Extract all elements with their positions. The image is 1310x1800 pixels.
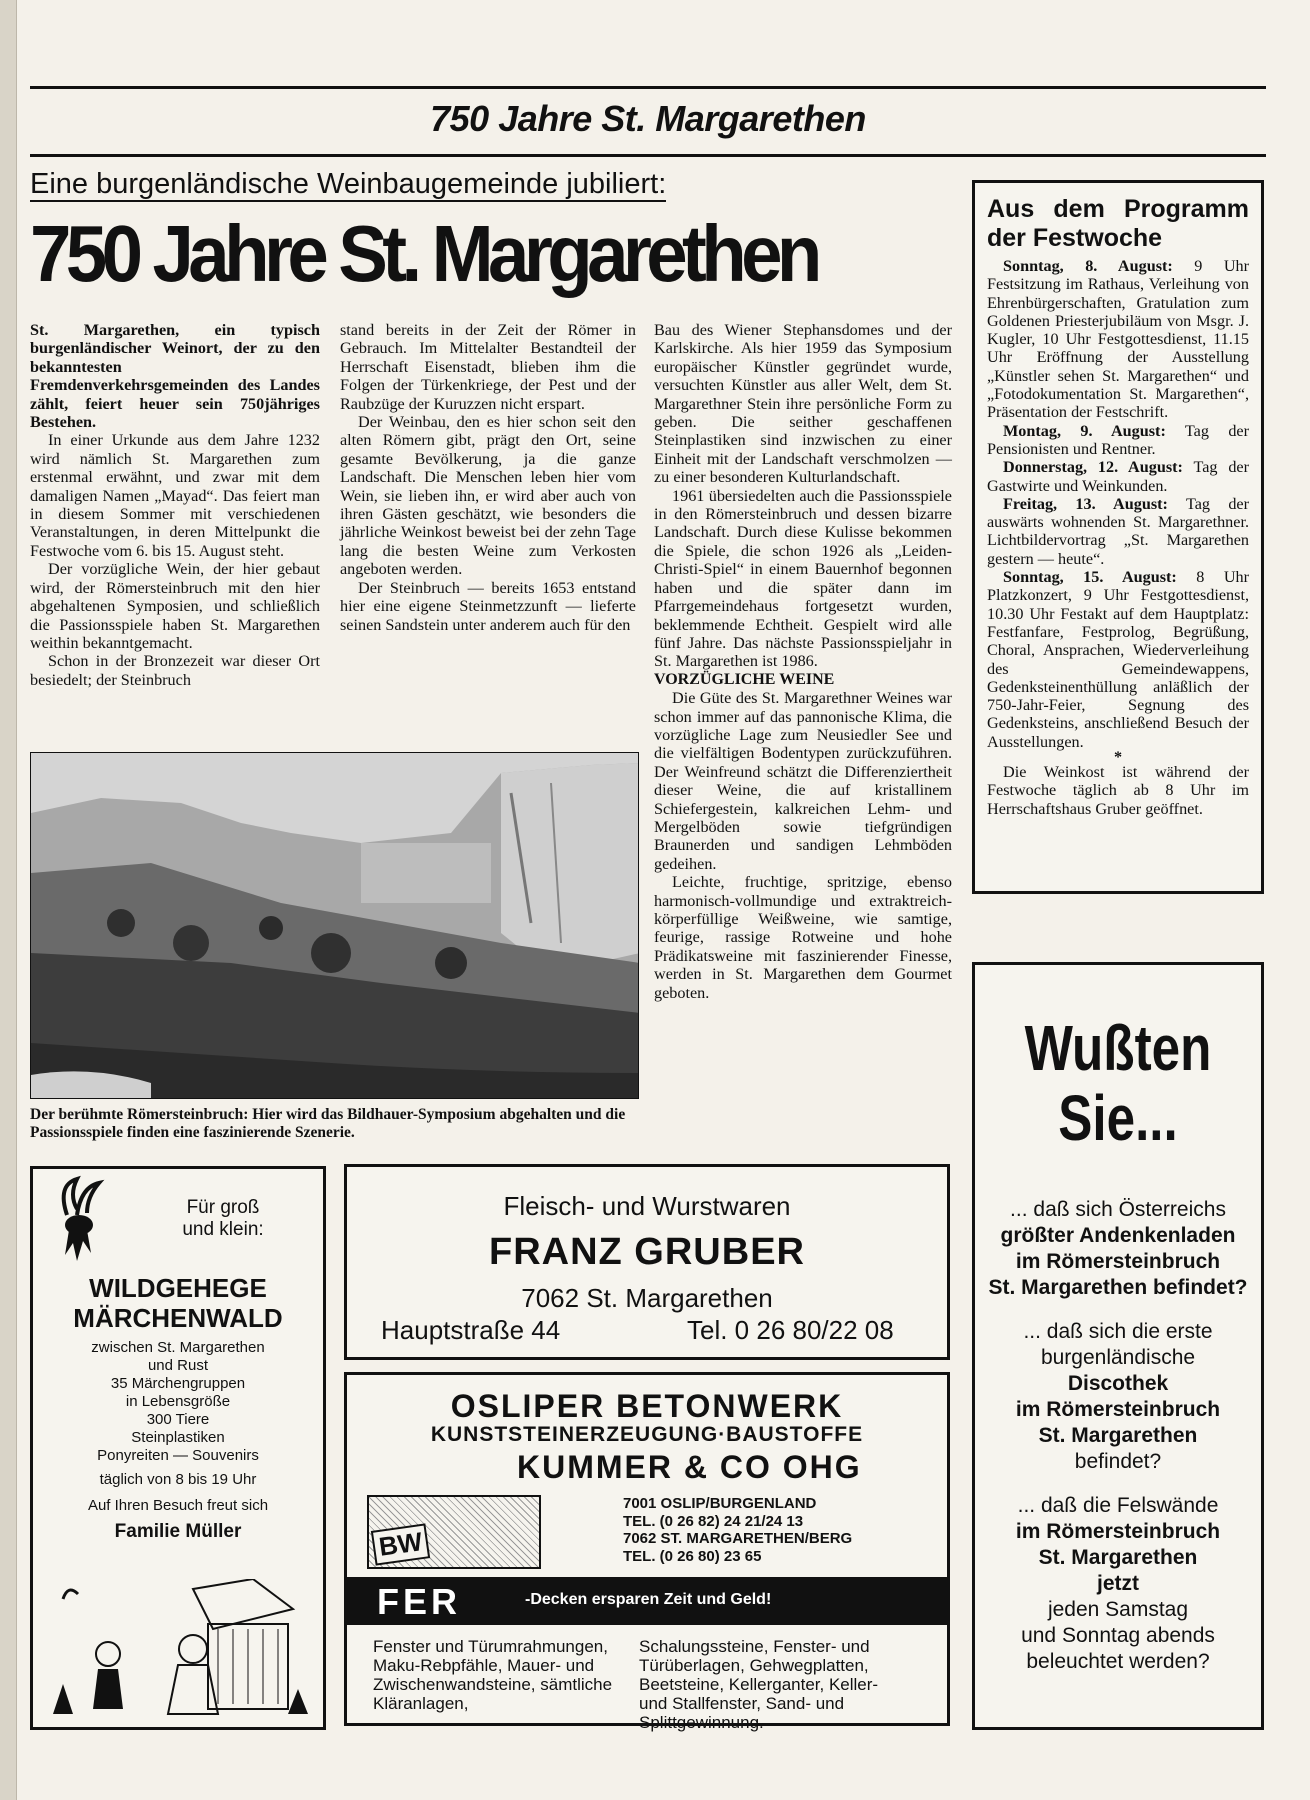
wussten-title: Sie... <box>1058 1082 1178 1154</box>
wussten-line: jeden Samstag <box>1047 1598 1189 1621</box>
wussten-line: ... daß die Felswände <box>1017 1494 1219 1517</box>
page-gutter <box>0 0 17 1800</box>
ad-beton-address: 7062 ST. MARGARETHEN/BERG <box>623 1530 853 1547</box>
paragraph: Der Steinbruch — bereits 1653 entstand hier eine eigene Steinmetzzunft — lieferte seinen Sandstein unter anderem auch für den <box>340 578 636 634</box>
article-headline: 750 Jahre St. Margarethen <box>30 209 817 298</box>
section-subhead: VORZÜGLICHE WEINE <box>654 670 835 688</box>
bw-logo-text: BW <box>371 1523 431 1565</box>
program-day: Sonntag, 8. August: <box>1003 257 1173 275</box>
program-box <box>972 180 1264 894</box>
paragraph: Schon in der Bronzezeit war dieser Ort besiedelt; der Steinbruch <box>30 652 320 689</box>
ad-welcome: Auf Ihren Besuch freut sich <box>87 1497 269 1514</box>
fer-band <box>347 1577 947 1625</box>
ad-tagline: und klein: <box>182 1219 264 1240</box>
ad-beton-phone: TEL. (0 26 82) 24 21/24 13 <box>623 1512 804 1530</box>
article-lead: St. Margarethen, ein typisch burgenländischer Weinort, der zu den bekanntesten Fremdenverkehrsgemeinden des Landes zählt, feiert heuer sein 750jähriges Bestehen. <box>30 321 320 432</box>
program-note: Die Weinkost ist während der Festwoche täglich ab 8 Uhr im Herrschaftshaus Gruber geöffnet. <box>987 763 1249 818</box>
ad-gruber-line1: Fleisch- und Wurstwaren <box>503 1191 791 1221</box>
wussten-line: ... daß sich die erste <box>1023 1320 1213 1343</box>
program-text: Tag der Pensionisten und Rentner. <box>987 421 1249 458</box>
wussten-line: St. Margarethen <box>1038 1424 1198 1447</box>
program-day: Donnerstag, 12. August: <box>1003 458 1183 477</box>
page-header-title: 750 Jahre St. Margarethen <box>430 98 866 139</box>
program-text: Tag der auswärts wohnenden St. Margarethner. Lichtbildervortrag „St. Margarethen gestern — heute“. <box>987 494 1249 568</box>
ad-hours: täglich von 8 bis 19 Uhr <box>99 1471 257 1488</box>
wussten-line: burgenländische <box>1040 1346 1196 1369</box>
wussten-line: Discothek <box>1067 1372 1169 1395</box>
bw-logo <box>367 1495 541 1569</box>
header-rule-bottom <box>30 154 1266 157</box>
photo-caption: Der berühmte Römersteinbruch: Hier wird das Bildhauer-Symposium abgehalten und die Passionsspiele finden eine faszinierende Szenerie. <box>30 1106 626 1141</box>
wussten-line: ... daß sich Österreichs <box>1010 1198 1226 1221</box>
paragraph: Bau des Wiener Stephansdomes und der Karlskirche. Als hier 1959 das Symposium europäischer Künstler gegründet wurde, versuchten Künstler aus aller Welt, dem St. Margarethner Stein ihre persönliche Form zu geben. Die seither geschaffenen Steinplastiken sind inzwischen zu einer Einheit mit der Landschaft verschmolzen — zu einer besonderen Kulturlandschaft. <box>654 321 952 487</box>
wussten-line: und Sonntag abends <box>1021 1624 1215 1647</box>
ad-family: Familie Müller <box>114 1521 242 1542</box>
wussten-line: größter Andenkenladen <box>1000 1224 1236 1247</box>
ad-wildgehege <box>30 1166 326 1730</box>
paragraph: 1961 übersiedelten auch die Passionsspiele in den Römersteinbruch und dessen bizarre Landschaft. Durch diese Kulisse bekommen die Spiele, die schon 1926 als „Leiden-Christi-Spiel“ in einem Bauernhof begonnen haben und die später dann im Pfarrgemeindehaus fortgesetzt wurden, beklemmende Echtheit. Gespielt wird alle fünf Jahre. Das nächste Passionsspieljahr in St. Margarethen ist 1986. <box>654 486 952 671</box>
program-text: 9 Uhr Festsitzung im Rathaus, Verleihung von Ehrenbürgerschaften, Gratulation zum Goldenen Priesterjubiläum von Msgr. J. Kugler, 10 Uhr Festgottesdienst, 11.15 Uhr Eröffnung der Ausstellung „Künstler sehen St. Margarethen“ und „Fotodokumentation St. Margarethen“, Präsentation der Festschrift. <box>987 257 1249 422</box>
paragraph: Leichte, fruchtige, spritzige, ebenso harmonisch-vollmundige und extraktreich-körperfüllige Weißweine, wie samtige, feurige, rassige Rotweine und hohe Prädikatsweine mit faszinierender Finesse, werden in St. Margarethen dem Gourmet geboten. <box>654 873 952 1002</box>
ad-name: WILDGEHEGE <box>89 1273 267 1303</box>
program-day: Sonntag, 15. August: <box>1003 568 1177 587</box>
ad-line: zwischen St. Margarethen <box>91 1339 265 1356</box>
article-column-3 <box>654 321 952 1002</box>
article-column-2 <box>340 321 636 634</box>
ad-tagline: Für groß <box>186 1197 260 1218</box>
ad-line: und Rust <box>147 1357 209 1374</box>
program-text: Tag der Gastwirte und Weinkunden. <box>987 458 1249 495</box>
paragraph: Die Güte des St. Margarethner Weines war schon immer auf das pannonische Klima, die vorzügliche Lage zum Neusiedler See und die vielfältigen Bodentypen zurückzuführen. Der Weinfreund schätzt die Differenziertheit dieser Weine, die auf kristallinem Schiefergestein, kalkreichen Lehm- und Mergelböden sowie tiefgründigen Braunerden und sandigen Lehmböden gedeihen. <box>654 689 952 873</box>
program-day: Freitag, 13. August: <box>1003 494 1168 513</box>
ad-beton-subtitle: KUNSTSTEINERZEUGUNG·BAUSTOFFE <box>430 1423 864 1446</box>
fairytale-illustration <box>43 1579 313 1719</box>
ibex-icon <box>47 1175 117 1265</box>
fer-logo: FER <box>377 1581 461 1622</box>
paragraph: Der Weinbau, den es hier schon seit den alten Römern gibt, prägt den Ort, seine gesamte Bevölkerung, ja die ganze Landschaft. Die Menschen leben hier vom Wein, sie lieben ihn, er wird aber auch von ihren Gästen geschätzt, wie besonders die jährliche Weinkost beweist bei der zehn Tage lang die besten Weine zum Verkosten angeboten werden. <box>340 413 636 579</box>
header-rule-top <box>30 86 1266 89</box>
ad-name: MÄRCHENWALD <box>73 1303 283 1333</box>
quarry-photo-illustration <box>31 753 639 1099</box>
program-day: Montag, 9. August: <box>1003 421 1166 440</box>
wussten-line: beleuchtet werden? <box>1026 1650 1210 1673</box>
fer-slogan: -Decken ersparen Zeit und Geld! <box>525 1591 772 1608</box>
ad-line: Ponyreiten — Souvenirs <box>97 1447 259 1464</box>
ad-beton-title: OSLIPER BETONWERK <box>450 1388 844 1424</box>
wussten-line: im Römersteinbruch <box>1015 1520 1221 1543</box>
ad-line: 300 Tiere <box>146 1411 210 1428</box>
products-right: Schalungssteine, Fenster- und Türüberlagen, Gehwegplatten, Beetsteine, Kellerganter, Keller- und Stallfenster, Sand- und Splittgewinnung. <box>639 1637 879 1732</box>
ad-beton-phone: TEL. (0 26 80) 23 65 <box>623 1547 762 1565</box>
ad-line: Steinplastiken <box>131 1429 225 1446</box>
ad-franz-gruber <box>344 1164 950 1360</box>
quarry-photo <box>30 752 639 1099</box>
products-left: Fenster und Türumrahmungen, Maku-Rebpfähle, Mauer- und Zwischenwandsteine, sämtliche Kläranlagen, <box>373 1637 613 1713</box>
wussten-title: Wußten <box>1024 1012 1212 1084</box>
ad-line: in Lebensgröße <box>125 1393 231 1410</box>
ad-line: 35 Märchengruppen <box>110 1375 246 1392</box>
paragraph: In einer Urkunde aus dem Jahre 1232 wird nämlich St. Margarethen zum erstenmal erwähnt, und zwar mit dem damaligen Namen „Mayad“. Das feiert man in diesem Sommer mit verschiedenen Veranstaltungen, in deren Mittelpunkt die Festwoche vom 6. bis 15. August steht. <box>30 431 320 560</box>
wussten-line: im Römersteinbruch <box>1015 1250 1221 1273</box>
ad-beton-address: 7001 OSLIP/BURGENLAND <box>623 1495 817 1512</box>
article-kicker: Eine burgenländische Weinbaugemeinde jubiliert: <box>30 168 667 200</box>
ad-gruber-street: Hauptstraße 44 <box>381 1315 561 1345</box>
ad-osliper-betonwerk <box>344 1372 950 1732</box>
ad-gruber-phone: Tel. 0 26 80/22 08 <box>687 1315 894 1345</box>
ad-gruber-name: FRANZ GRUBER <box>489 1231 805 1273</box>
paragraph: stand bereits in der Zeit der Römer in Gebrauch. Im Mittelalter Bestandteil der Herrschaft Eisenstadt, blieben ihm die Folgen der Türkenkriege, der Pest und der Raubzüge der Kuruzzen nicht erspart. <box>340 321 636 413</box>
wussten-line: St. Margarethen befindet? <box>988 1276 1248 1299</box>
wussten-line: befindet? <box>1074 1450 1162 1473</box>
wussten-line: St. Margarethen <box>1038 1546 1198 1569</box>
article-column-1 <box>30 321 320 689</box>
wussten-line: jetzt <box>1097 1572 1139 1595</box>
ad-wussten-sie <box>972 962 1264 1730</box>
program-title: Aus dem Programm der Festwoche <box>987 195 1249 252</box>
star-separator: * <box>1113 748 1123 767</box>
paragraph: Der vorzügliche Wein, der hier gebaut wird, der Römersteinbruch mit den hier abgehaltenen Symposien, und schließlich die Passionsspiele haben St. Margarethen weithin bekanntgemacht. <box>30 560 320 652</box>
program-text: 8 Uhr Platzkonzert, 9 Uhr Festgottesdienst, 10.30 Uhr Festakt auf dem Hauptplatz: Festfanfare, Festprolog, Begrüßung, Choral, Ansprachen, Wiederverleihung des Gemeindewappens, Gedenksteinenthüllung anläßlich der 750-Jahr-Feier, Segnung des Gedenksteins, anschließend Besuch der Ausstellungen. <box>987 568 1249 751</box>
ad-gruber-city: 7062 St. Margarethen <box>521 1283 773 1313</box>
wussten-line: im Römersteinbruch <box>1015 1398 1221 1421</box>
ad-beton-company: KUMMER & CO OHG <box>517 1449 862 1485</box>
